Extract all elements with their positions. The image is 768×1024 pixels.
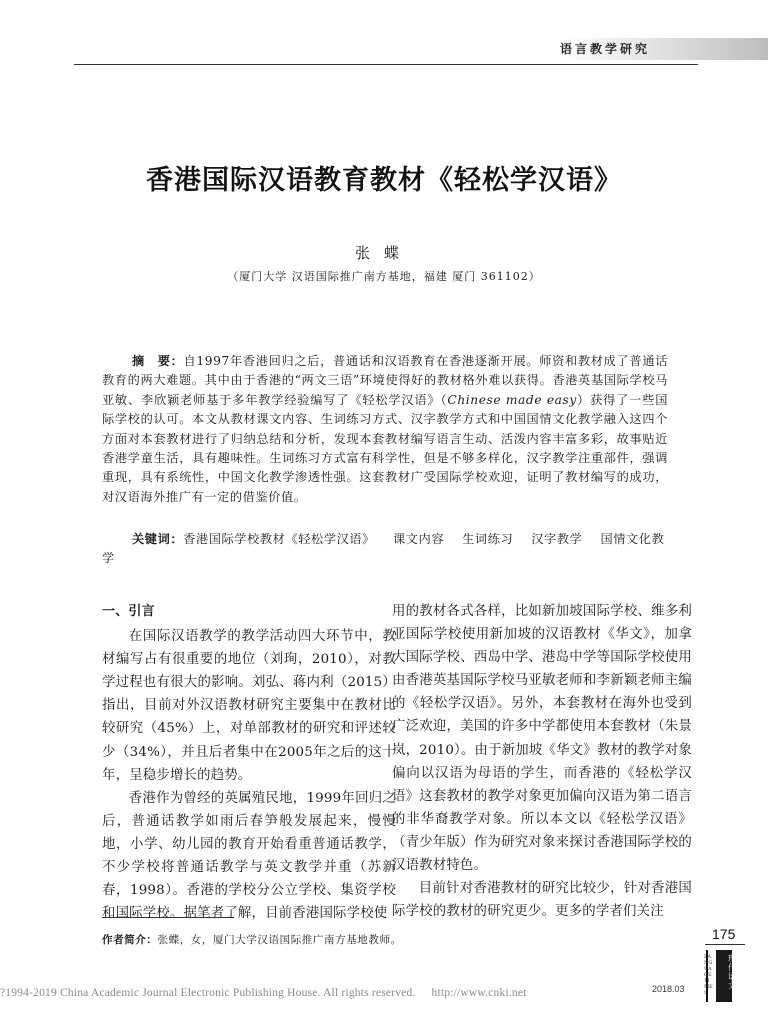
footnote-label: 作者简介： <box>102 934 158 946</box>
abstract-text-2: ）获得了一些国际学校的认可。本文从教材课文内容、生词练习方式、汉字教学方式和中国国情文化教学融入这四个方面对本套教材进行了归纳总结和分析，发现本套教材编写语言生动、活泼内容丰富多彩，故事贴近香港学童生活，具有趣味性。生词练习方式富有科学性，但是不够多样化，汉字教学注重部件，强调重现，具有系统性，中国文化教学渗透性强。这套教材广受国际学校欢迎，证明了教材编写的成功，对汉语海外推广有一定的借鉴价值。 <box>102 392 668 504</box>
abstract-text-1: 自1997年香港回归之后，普通话和汉语教育在香港逐渐开展。师资和教材成了普通话教育的两大难题。其中由于香港的“两文三语”环境使得好的教材格外难以获得。香港英基国际学校马亚敏、李欣颖老师基于多年教学经验编写了《轻松学汉语》（ <box>102 354 668 407</box>
abstract-english-title: Chinese made easy <box>447 392 577 407</box>
keywords <box>102 530 668 569</box>
author-affiliation: （厦门大学 汉语国际推广南方基地，福建 厦门 361102） <box>227 270 541 283</box>
watermark-text: ?1994-2019 China Academic Journal Electronic Publishing House. All rights reserved. <box>0 987 416 999</box>
watermark-url[interactable]: http://www.cnki.net <box>431 987 527 999</box>
article-author: 张蝶 <box>354 244 413 262</box>
article-title: 香港国际汉语教育教材《轻松学汉语》 <box>146 165 622 196</box>
body-paragraph: 用的教材各式各样，比如新加坡国际学校、维多利亚国际学校使用新加坡的汉语教材《华文》，加拿大国际学校、西岛中学、港岛中学等国际学校使用由香港英基国际学校马亚敏老师和李新颖老师主编的《轻松学汉语》。另外，本套教材在海外也受到广泛欢迎，美国的许多中学都使用本套教材（朱景岚，2010）。由于新加坡《华文》教材的教学对象偏向以汉语为母语的学生，而香港的《轻松学汉语》这套教材的教学对象更加偏向汉语为第二语言的非华裔教学对象。所以本文以《轻松学汉语》（青少年版）作为研究对象来探讨香港国际学校的汉语教材特色。 <box>392 604 692 874</box>
cnki-watermark <box>0 987 527 999</box>
page-number: 175 <box>712 926 736 942</box>
abstract <box>102 352 668 507</box>
keyword: 国情文化教学 <box>102 532 665 566</box>
body-paragraph: 在国际汉语教学的教学活动四大环节中，教材编写占有很重要的地位（刘珣，2010），对教学过程也有很大的影响。刘弘、蒋内利（2015）指出，目前对外汉语教材研究主要集中在教材比较研究（45%）上，对单部教材的研究和评述较少（34%），并且后者集中在2005年之后的这十年，呈稳步增长的趋势。 <box>102 629 396 783</box>
footnote-rule <box>102 917 234 918</box>
journal-logo <box>706 950 736 1002</box>
keyword: 生词练习 <box>462 532 514 546</box>
body-paragraph: 香港作为曾经的英属殖民地，1999年回归之后，普通话教学如雨后春笋般发展起来，慢慢地，小学、幼儿园的教育开始看重普通话教学，不少学校将普通话教学与英文教学并重（苏新春，1998）。香港的学校分公立学校、集资学校和国际学校。据笔者了解，目前香港国际学校使 <box>102 790 396 922</box>
keyword: 汉字教学 <box>531 532 583 546</box>
header-rule <box>74 64 698 65</box>
keywords-label: 关键词： <box>132 532 184 546</box>
abstract-label: 摘 要： <box>132 354 184 368</box>
journal-section-label: 语言教学研究 <box>560 42 651 56</box>
logo-mark <box>716 950 736 1002</box>
issue-date: 2018.03 <box>652 984 685 994</box>
body-column-right <box>392 600 692 923</box>
section-heading: 一、引言 <box>102 604 155 619</box>
body-paragraph: 目前针对香港教材的研究比较少，针对香港国际学校的教材的研究更少。更多的学者们关注 <box>392 881 692 920</box>
keyword: 课文内容 <box>392 532 445 546</box>
author-footnote <box>102 932 622 947</box>
page-number-rule <box>705 944 745 945</box>
logo-box-text: 现代语文 <box>728 954 736 990</box>
keyword: 香港国际学校教材《轻松学汉语》 <box>183 532 375 546</box>
logo-side-text: LANGUAGE TIMES <box>704 954 713 996</box>
footnote-text: 张蝶，女，厦门大学汉语国际推广南方基地教师。 <box>157 934 402 946</box>
body-column-left <box>102 600 396 925</box>
